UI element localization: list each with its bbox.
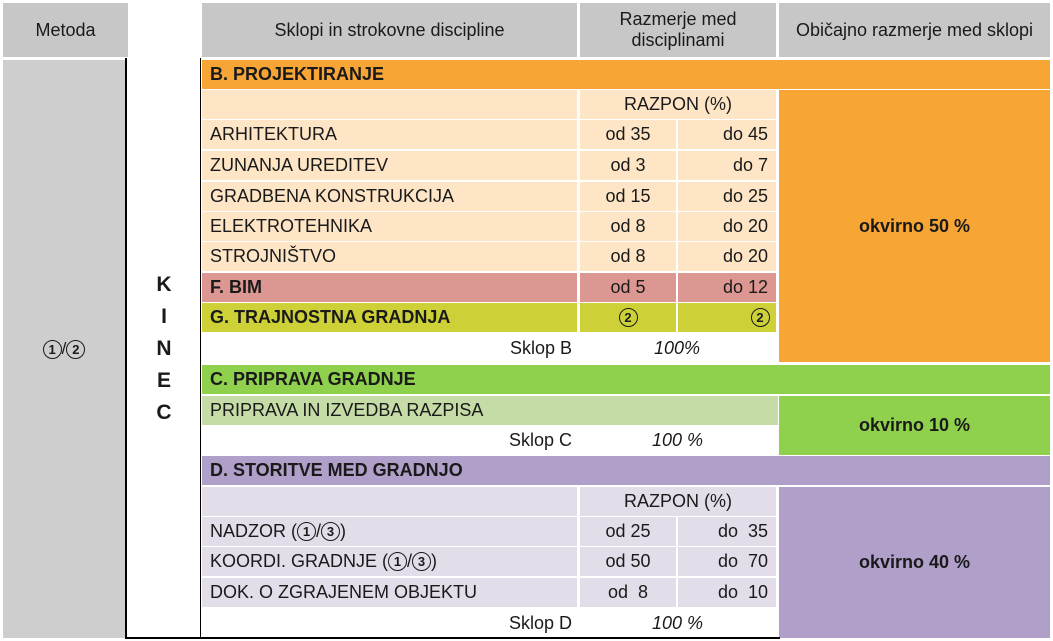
- d-row-close: ): [340, 521, 347, 541]
- border-left: [125, 58, 127, 639]
- b-row-name: ELEKTROTEHNIKA: [202, 212, 577, 241]
- d-ratio: okvirno 40 %: [779, 487, 1050, 638]
- sklop-d-value: 100 %: [580, 609, 776, 638]
- b-ratio: okvirno 50 %: [779, 90, 1050, 362]
- c-row-name: PRIPRAVA IN IZVEDBA RAZPISA: [202, 396, 778, 425]
- border-bottom: [125, 637, 780, 639]
- section-c-title: C. PRIPRAVA GRADNJE: [202, 365, 1050, 394]
- d-row-od: od 50: [580, 547, 676, 576]
- b-row-do: do 20: [678, 212, 776, 241]
- header-obicajno-razmerje: Običajno razmerje med sklopi: [779, 3, 1050, 57]
- b-spacer: [202, 90, 577, 119]
- cenik-label: [127, 60, 201, 638]
- section-d-title: D. STORITVE MED GRADNJO: [202, 456, 1050, 485]
- d-row-od: od 8: [580, 578, 676, 607]
- d-row-do: do 10: [678, 578, 776, 607]
- marker-2: 2: [619, 308, 638, 327]
- cenik-letter: E: [156, 369, 171, 392]
- b-row-name: ZUNANJA UREDITEV: [202, 151, 577, 180]
- marker-2: 2: [66, 340, 85, 359]
- marker-3: 3: [321, 522, 340, 541]
- cenik-letter: C: [156, 401, 172, 424]
- d-row-od: od 25: [580, 517, 676, 546]
- marker-1: 1: [388, 552, 407, 571]
- g-trajnostna-title: G. TRAJNOSTNA GRADNJA: [202, 303, 577, 332]
- cenik-letter: I: [161, 305, 167, 328]
- sklop-c-label: Sklop C: [202, 426, 580, 455]
- cenik-letter: N: [156, 337, 172, 360]
- b-row-do: do 45: [678, 120, 776, 149]
- metoda-cell: [3, 60, 125, 638]
- b-row-name: GRADBENA KONSTRUKCIJA: [202, 182, 577, 211]
- g-trajnostna-do: [678, 303, 776, 332]
- b-row-do: do 20: [678, 242, 776, 271]
- header-razmerje-disciplin: Razmerje med disciplinami: [580, 3, 776, 57]
- b-row-od: od 8: [580, 242, 676, 271]
- d-row-name: [202, 517, 577, 546]
- b-row-od: od 8: [580, 212, 676, 241]
- marker-1: 1: [297, 522, 316, 541]
- marker-2: 2: [751, 308, 770, 327]
- d-row-close: ): [431, 551, 438, 571]
- sklop-b-label: Sklop B: [202, 334, 580, 363]
- d-row-label: NADZOR (: [210, 521, 297, 541]
- d-spacer: [202, 487, 577, 516]
- b-row-do: do 25: [678, 182, 776, 211]
- d-row-do: do 70: [678, 547, 776, 576]
- b-row-name: ARHITEKTURA: [202, 120, 577, 149]
- c-ratio: okvirno 10 %: [779, 396, 1050, 455]
- b-row-do: do 7: [678, 151, 776, 180]
- border-cenik: [200, 58, 201, 639]
- d-razpon-label: RAZPON (%): [580, 487, 776, 516]
- b-razpon-label: RAZPON (%): [580, 90, 776, 119]
- f-bim-do: do 12: [678, 273, 776, 302]
- marker-separator: /: [316, 521, 322, 541]
- sklop-b-value: 100%: [580, 334, 776, 363]
- d-row-name: [202, 547, 577, 576]
- sklop-d-label: Sklop D: [202, 609, 580, 638]
- header-sklopi: Sklopi in strokovne discipline: [202, 3, 577, 57]
- d-row-do: do 35: [678, 517, 776, 546]
- marker-3: 3: [412, 552, 431, 571]
- marker-1: 1: [43, 340, 62, 359]
- b-row-od: od 3: [580, 151, 676, 180]
- f-bim-title: F. BIM: [202, 273, 577, 302]
- b-row-name: STROJNIŠTVO: [202, 242, 577, 271]
- marker-separator: /: [407, 551, 413, 571]
- d-row-label: KOORDI. GRADNJE (: [210, 551, 389, 571]
- header-metoda: Metoda: [3, 3, 128, 57]
- g-trajnostna-od: [580, 303, 676, 332]
- b-row-od: od 15: [580, 182, 676, 211]
- d-row-name: DOK. O ZGRAJENEM OBJEKTU: [202, 578, 577, 607]
- metoda-separator: /: [61, 339, 67, 358]
- f-bim-od: od 5: [580, 273, 676, 302]
- sklop-c-value: 100 %: [580, 426, 776, 455]
- section-b-title: B. PROJEKTIRANJE: [202, 60, 1050, 89]
- b-row-od: od 35: [580, 120, 676, 149]
- cenik-letter: K: [156, 273, 172, 296]
